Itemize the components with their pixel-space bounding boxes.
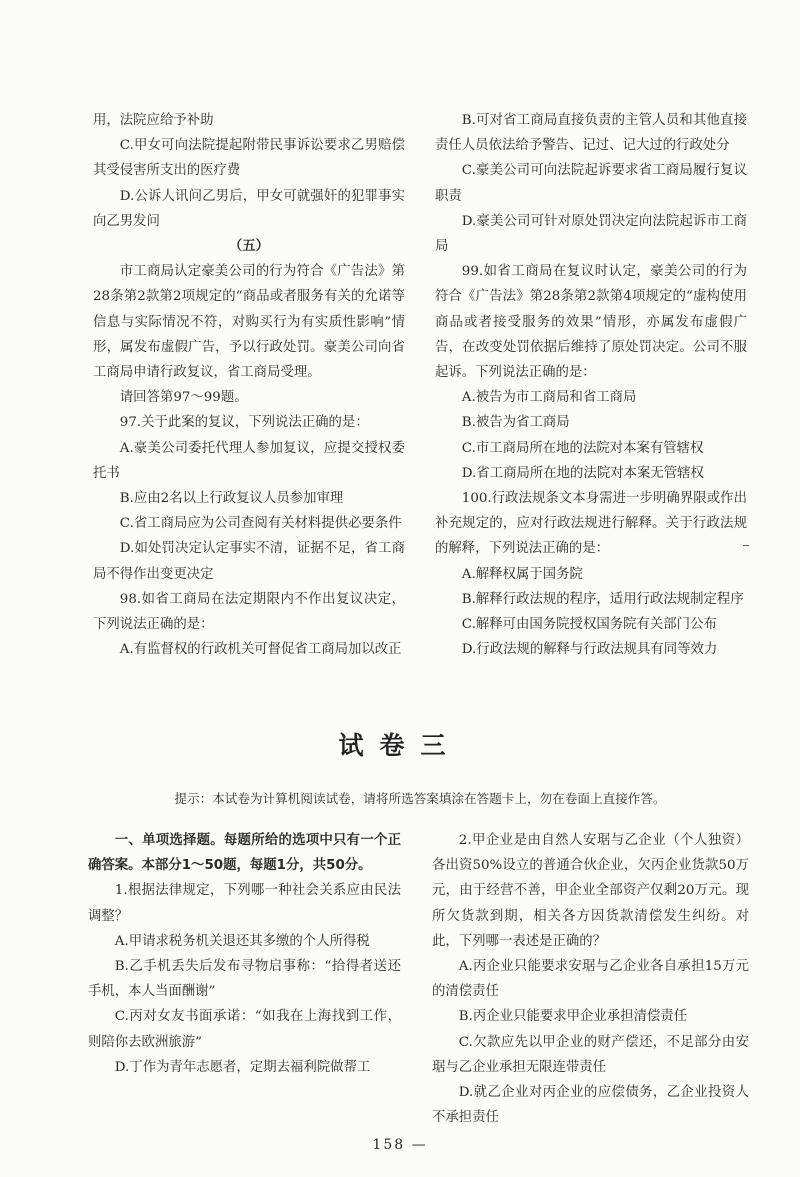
right-column-bottom — [432, 828, 749, 1130]
exam-instructions: 提示：本试卷为计算机阅读试卷，请将所选答案填涂在答题卡上，勿在卷面上直接作答。 — [174, 791, 666, 806]
paragraph: B.解释行政法规的程序，适用行政法规制定程序 — [461, 591, 744, 607]
paragraph: 用，法院应给予补助 — [93, 113, 214, 128]
paragraph: D.行政法规的解释与行政法规具有同等效力 — [461, 642, 718, 658]
paragraph: A.豪美公司委托代理人参加复议，应提交授权委托书 — [93, 440, 405, 481]
paragraph: C.解释可由国务院授权国务院有关部门公布 — [461, 617, 717, 633]
paragraph: B.可对省工商局直接负责的主管人员和其他直接责任人员依法给予警告、记过、记大过的行政处分 — [435, 113, 747, 154]
paragraph: C.甲女可向法院提起附带民事诉讼要求乙男赔偿其受侵害所支出的医疗费 — [93, 138, 405, 179]
paragraph: B.丙企业只能要求甲企业承担清偿责任 — [458, 1009, 688, 1025]
paragraph: 99.如省工商局在复议时认定，豪美公司的行为符合《广告法》第28条第2款第4项规定的“虚构使用商品或者接受服务的效果”情形，亦属发布虚假广告，在改变处罚依据后维持了原处罚决定。公司不服起诉。下列说法正确的是： — [435, 264, 747, 381]
paragraph: D.省工商局所在地的法院对本案无管辖权 — [461, 465, 704, 481]
paragraph: A.甲请求税务机关退还其多缴的个人所得税 — [114, 933, 370, 949]
paragraph: 市工商局认定豪美公司的行为符合《广告法》第28条第2款第2项规定的“商品或者服务有关的允诺等信息与实际情况不符，对购买行为有实质性影响”情形，属发布虚假广告，予以行政处罚。豪美公司向省工商局申请行政复议，省工商局受理。 — [93, 264, 405, 381]
exam-title: 试卷三 — [338, 731, 462, 760]
paragraph: A.丙企业只能要求安琚与乙企业各自承担15万元的清偿责任 — [432, 959, 749, 1000]
paragraph: 2.甲企业是由自然人安琚与乙企业（个人独资）各出资50%设立的普通合伙企业，欠丙企业货款50万元，由于经营不善，甲企业全部资产仅剩20万元。现所欠货款到期，相关各方因货款清偿发生纠纷。对此，下列哪一表述是正确的？ — [432, 833, 749, 949]
paragraph: B.被告为省工商局 — [461, 415, 570, 431]
paragraph: D.丁作为青年志愿者，定期去福利院做帮工 — [114, 1059, 371, 1075]
paragraph: 97.关于此案的复议，下列说法正确的是： — [119, 415, 369, 431]
paragraph: C.欠款应先以甲企业的财产偿还，不足部分由安琚与乙企业承担无限连带责任 — [432, 1034, 749, 1075]
paragraph: 100.行政法规条文本身需进一步明确界限或作出补充规定的，应对行政法规进行解释。关于行政法规的解释，下列说法正确的是： — [435, 491, 747, 557]
paragraph: C.省工商局应为公司查阅有关材料提供必要条件 — [119, 516, 402, 532]
paragraph: B.乙手机丢失后发布寻物启事称：“拾得者送还手机，本人当面酬谢” — [88, 959, 401, 1000]
paragraph: A.解释权属于国务院 — [461, 566, 583, 582]
paragraph: A.有监督权的行政机关可督促省工商局加以改正 — [119, 642, 402, 658]
paragraph: D.就乙企业对丙企业的应偿债务，乙企业投资人不承担责任 — [432, 1085, 749, 1126]
stray-mark — [743, 545, 749, 546]
paragraph: 1.根据法律规定，下列哪一种社会关系应由民法调整？ — [88, 883, 401, 924]
paragraph: C.市工商局所在地的法院对本案有管辖权 — [461, 440, 704, 456]
paragraph: 98.如省工商局在法定期限内不作出复议决定，下列说法正确的是： — [93, 591, 405, 633]
page-number: 158 — — [372, 1137, 428, 1153]
paragraph: D.豪美公司可针对原处罚决定向法院起诉市工商局 — [435, 213, 747, 255]
paragraph: C.豪美公司可向法院起诉要求省工商局履行复议职责 — [435, 163, 747, 204]
paragraph: C.丙对女友书面承诺：“如我在上海找到工作，则陪你去欧洲旅游” — [88, 1009, 401, 1050]
section-heading: 一、单项选择题。每题所给的选项中只有一个正确答案。本部分1～50题，每题1分，共50分。 — [88, 833, 401, 874]
paragraph: B.应由2名以上行政复议人员参加审理 — [119, 491, 344, 507]
paragraph: D.如处罚决定认定事实不清，证据不足，省工商局不得作出变更决定 — [93, 541, 405, 582]
paragraph: D.公诉人讯问乙男后，甲女可就强奸的犯罪事实向乙男发问 — [93, 188, 405, 229]
paragraph: A.被告为市工商局和省工商局 — [461, 390, 637, 406]
left-column-bottom — [88, 828, 401, 1080]
case-heading: （五） — [228, 238, 270, 255]
left-column-top — [93, 108, 405, 662]
paragraph: 请回答第97～99题。 — [119, 390, 248, 406]
right-column-top — [435, 108, 747, 662]
